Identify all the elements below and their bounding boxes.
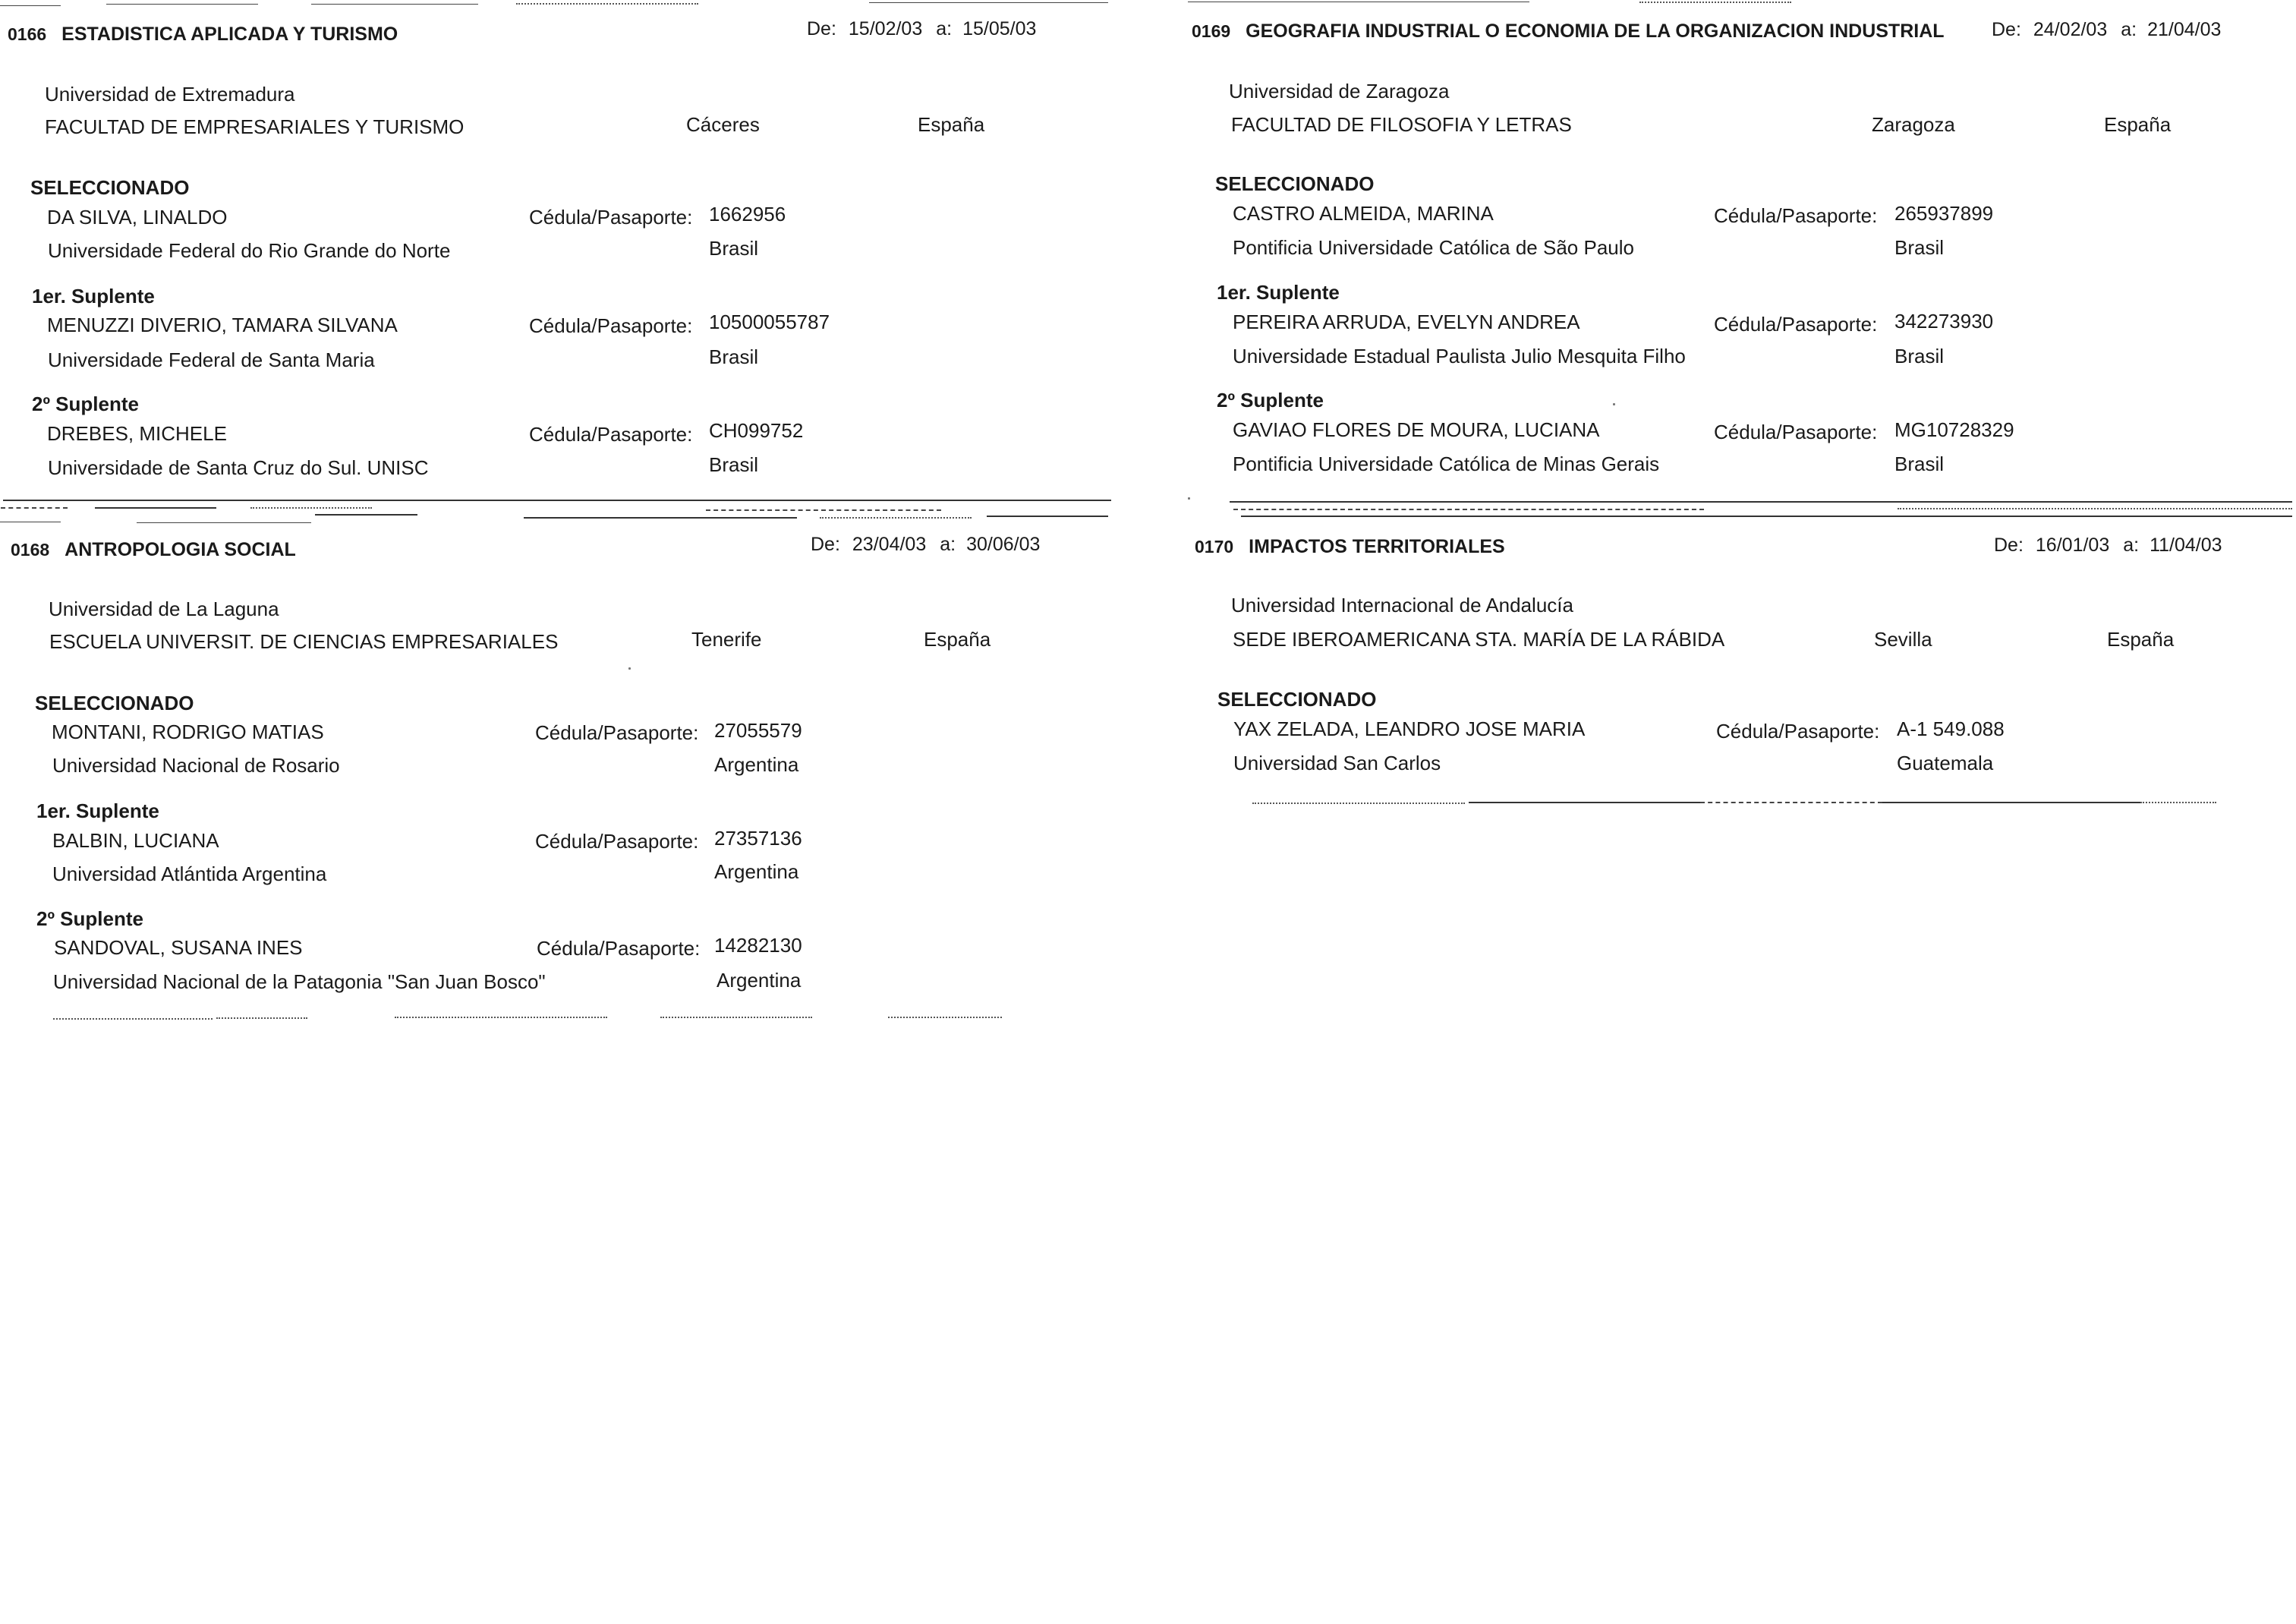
block-separator	[95, 507, 216, 509]
candidate-institution: Universidad San Carlos	[1233, 752, 1441, 774]
host-faculty: ESCUELA UNIVERSIT. DE CIENCIAS EMPRESARIALES	[49, 630, 559, 653]
block-separator	[137, 522, 311, 523]
host-faculty: FACULTAD DE EMPRESARIALES Y TURISMO	[45, 115, 465, 138]
id-number: A-1 549.088	[1897, 717, 2005, 740]
id-label: Cédula/Pasaporte:	[1714, 421, 1878, 443]
scan-speck	[628, 667, 631, 670]
to-date: 11/04/03	[2150, 535, 2222, 556]
candidate-institution: Universidade Estadual Paulista Julio Mesquita Filho	[1233, 345, 1686, 367]
block-separator	[1241, 516, 2292, 517]
candidate-nationality: Argentina	[714, 860, 799, 883]
candidate-nationality: Brasil	[1894, 236, 1945, 259]
id-number: 14282130	[714, 934, 802, 957]
block-separator	[1230, 501, 2292, 503]
candidate-name: SANDOVAL, SUSANA INES	[54, 936, 303, 959]
date-range	[1992, 20, 2221, 39]
block-separator	[250, 507, 372, 509]
to-label: a:	[940, 534, 956, 555]
host-country: España	[2107, 628, 2175, 651]
candidate-institution: Universidade Federal do Rio Grande do Norte	[48, 239, 451, 262]
id-number: 265937899	[1894, 202, 1994, 225]
block-separator	[1898, 508, 2292, 509]
candidate-institution: Universidade Federal de Santa Maria	[48, 348, 375, 371]
id-label: Cédula/Pasaporte:	[529, 423, 693, 446]
candidate-role: 1er. Suplente	[36, 799, 159, 822]
top-edge-rule	[1639, 2, 1791, 3]
from-label: De:	[811, 534, 840, 555]
from-label: De:	[1992, 19, 2021, 40]
block-separator	[820, 517, 972, 519]
candidate-institution: Pontificia Universidade Católica de Minas Gerais	[1233, 453, 1660, 475]
id-label: Cédula/Pasaporte:	[529, 314, 693, 337]
candidate-name: DREBES, MICHELE	[47, 422, 227, 445]
block-separator	[395, 1017, 607, 1018]
id-number: 342273930	[1894, 310, 1994, 333]
candidate-role: 1er. Suplente	[32, 285, 155, 307]
from-label: De:	[1994, 535, 2024, 556]
scan-speck	[1188, 497, 1190, 500]
block-title: GEOGRAFIA INDUSTRIAL O ECONOMIA DE LA ORGANIZACION INDUSTRIAL	[1246, 20, 1945, 42]
block-code: 0166	[8, 24, 47, 44]
candidate-name: PEREIRA ARRUDA, EVELYN ANDREA	[1233, 311, 1580, 333]
to-label: a:	[2121, 19, 2137, 40]
from-date: 24/02/03	[2033, 19, 2108, 40]
host-university: Universidad de La Laguna	[49, 598, 279, 620]
host-university: Universidad Internacional de Andalucía	[1231, 594, 1573, 616]
block-code: 0170	[1195, 537, 1234, 557]
block-separator	[216, 1017, 307, 1019]
candidate-nationality: Brasil	[709, 453, 759, 476]
scan-speck	[1613, 403, 1615, 405]
candidate-institution: Universidad Atlántida Argentina	[52, 862, 327, 885]
candidate-nationality: Brasil	[1894, 345, 1945, 367]
id-label: Cédula/Pasaporte:	[537, 937, 701, 960]
block-separator	[1252, 803, 1465, 804]
candidate-role: SELECCIONADO	[30, 176, 190, 199]
block-separator	[660, 1017, 812, 1018]
candidate-nationality: Argentina	[717, 969, 802, 992]
block-separator	[987, 516, 1108, 517]
id-label: Cédula/Pasaporte:	[535, 721, 699, 744]
host-university: Universidad de Zaragoza	[1229, 80, 1450, 102]
block-separator	[524, 517, 797, 519]
host-city: Cáceres	[686, 113, 760, 136]
from-date: 16/01/03	[2035, 535, 2110, 556]
to-date: 15/05/03	[962, 18, 1037, 39]
block-header	[1195, 538, 1505, 557]
block-separator	[53, 1018, 213, 1020]
candidate-name: YAX ZELADA, LEANDRO JOSE MARIA	[1233, 717, 1586, 740]
block-header	[1192, 22, 1945, 41]
to-date: 30/06/03	[966, 534, 1041, 555]
candidate-role: 2º Suplente	[1217, 389, 1324, 412]
host-city: Sevilla	[1874, 628, 1932, 651]
block-header	[11, 541, 296, 560]
top-edge-rule	[106, 4, 258, 5]
block-separator	[315, 514, 417, 516]
candidate-role: 2º Suplente	[36, 907, 143, 930]
candidate-institution: Universidad Nacional de la Patagonia "San Juan Bosco"	[53, 970, 546, 993]
host-country: España	[918, 113, 985, 136]
host-faculty: FACULTAD DE FILOSOFIA Y LETRAS	[1231, 113, 1572, 136]
block-title: ANTROPOLOGIA SOCIAL	[65, 539, 296, 560]
id-number: MG10728329	[1894, 418, 2014, 441]
block-header	[8, 25, 398, 44]
candidate-nationality: Brasil	[709, 237, 759, 260]
block-separator	[888, 1017, 1002, 1018]
id-number: 27357136	[714, 827, 802, 850]
date-range	[811, 535, 1040, 554]
id-label: Cédula/Pasaporte:	[535, 830, 699, 853]
candidate-name: DA SILVA, LINALDO	[47, 206, 228, 229]
block-separator	[1469, 802, 1700, 803]
top-edge-rule	[311, 4, 478, 5]
block-separator	[1233, 509, 1704, 510]
id-number: 10500055787	[709, 311, 830, 333]
top-edge-rule	[516, 3, 698, 5]
host-city: Tenerife	[691, 628, 762, 651]
host-city: Zaragoza	[1872, 113, 1955, 136]
block-code: 0168	[11, 540, 50, 560]
candidate-name: MONTANI, RODRIGO MATIAS	[52, 721, 324, 743]
block-separator	[2140, 802, 2216, 803]
host-country: España	[2104, 113, 2172, 136]
candidate-role: 1er. Suplente	[1217, 281, 1340, 304]
block-separator	[1882, 802, 2140, 803]
from-date: 15/02/03	[848, 18, 923, 39]
id-label: Cédula/Pasaporte:	[1716, 720, 1880, 743]
host-country: España	[924, 628, 991, 651]
candidate-role: SELECCIONADO	[35, 692, 194, 714]
to-label: a:	[936, 18, 953, 39]
block-separator	[3, 500, 1111, 501]
block-code: 0169	[1192, 21, 1231, 41]
host-faculty: SEDE IBEROAMERICANA STA. MARÍA DE LA RÁBIDA	[1233, 628, 1725, 651]
from-date: 23/04/03	[852, 534, 927, 555]
candidate-nationality: Brasil	[709, 345, 759, 368]
id-label: Cédula/Pasaporte:	[1714, 313, 1878, 336]
date-range	[1994, 536, 2222, 555]
host-university: Universidad de Extremadura	[45, 83, 295, 106]
top-edge-rule	[0, 5, 61, 6]
candidate-role: 2º Suplente	[32, 393, 139, 415]
id-number: CH099752	[709, 419, 804, 442]
candidate-name: CASTRO ALMEIDA, MARINA	[1233, 202, 1494, 225]
block-title: IMPACTOS TERRITORIALES	[1249, 536, 1505, 557]
date-range	[807, 20, 1036, 39]
block-separator	[1, 507, 68, 509]
top-edge-rule	[869, 2, 1108, 3]
candidate-role: SELECCIONADO	[1217, 688, 1377, 711]
id-number: 27055579	[714, 719, 802, 742]
block-separator	[706, 509, 941, 511]
candidate-name: BALBIN, LUCIANA	[52, 829, 219, 852]
candidate-name: GAVIAO FLORES DE MOURA, LUCIANA	[1233, 418, 1600, 441]
to-label: a:	[2123, 535, 2140, 556]
from-label: De:	[807, 18, 836, 39]
to-date: 21/04/03	[2147, 19, 2222, 40]
candidate-nationality: Guatemala	[1897, 752, 1994, 774]
id-number: 1662956	[709, 203, 786, 225]
candidate-institution: Universidad Nacional de Rosario	[52, 754, 340, 777]
block-separator	[1700, 802, 1882, 803]
candidate-nationality: Brasil	[1894, 453, 1945, 475]
block-title: ESTADISTICA APLICADA Y TURISMO	[61, 24, 398, 45]
candidate-name: MENUZZI DIVERIO, TAMARA SILVANA	[47, 314, 398, 336]
id-label: Cédula/Pasaporte:	[1714, 204, 1878, 227]
candidate-institution: Universidade de Santa Cruz do Sul. UNISC	[48, 456, 429, 479]
candidate-role: SELECCIONADO	[1215, 172, 1375, 195]
id-label: Cédula/Pasaporte:	[529, 206, 693, 229]
candidate-nationality: Argentina	[714, 753, 799, 776]
candidate-institution: Pontificia Universidade Católica de São Paulo	[1233, 236, 1634, 259]
